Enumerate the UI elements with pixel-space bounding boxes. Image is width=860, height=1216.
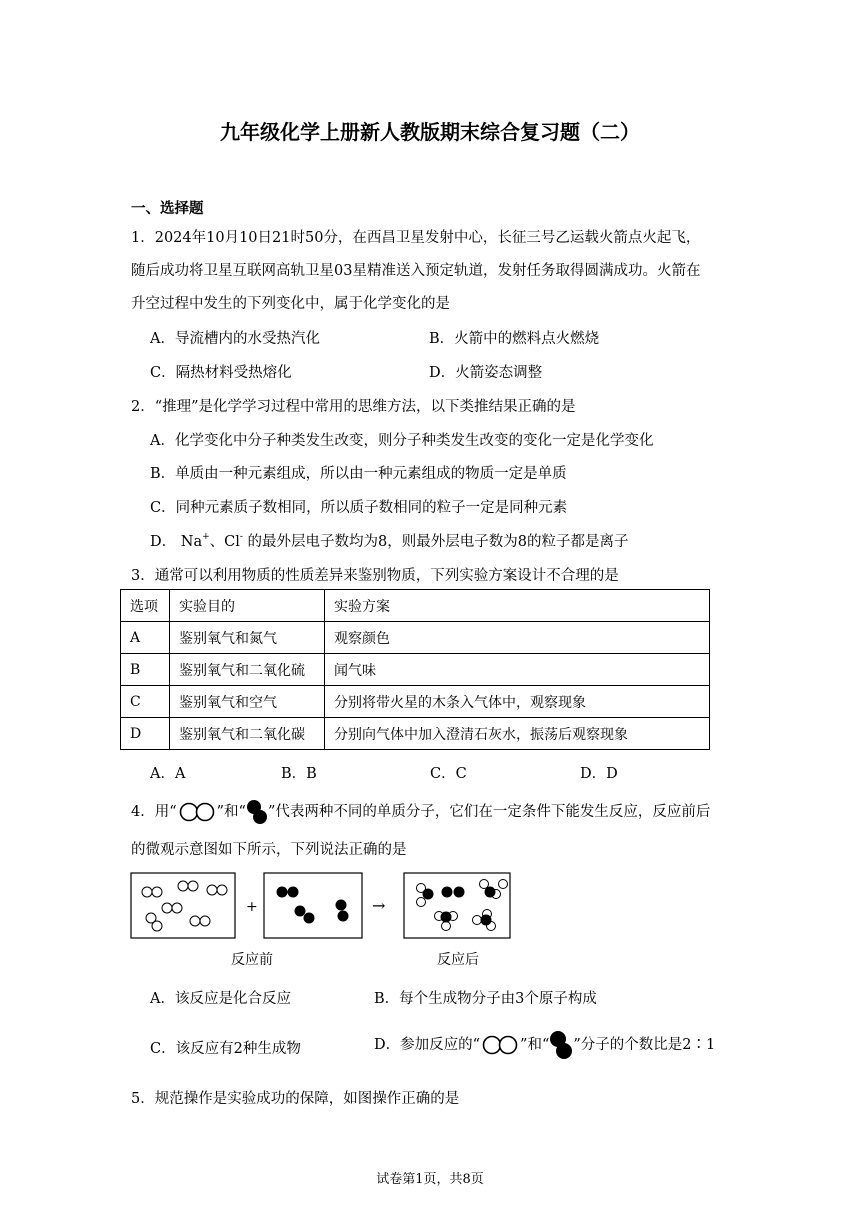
- table-cell: 鉴别氧气和空气: [170, 686, 325, 718]
- page-title: 九年级化学上册新人教版期末综合复习题（二）: [220, 120, 640, 144]
- table-header-row: [121, 590, 710, 622]
- table-header: 选项: [121, 590, 170, 622]
- q1-line3: 升空过程中发生的下列变化中，属于化学变化的是: [131, 296, 450, 312]
- white-molecule-icon: [480, 1034, 520, 1056]
- table-cell: C: [121, 686, 170, 718]
- q2-option-d: [150, 530, 628, 551]
- black-molecule-icon: [549, 1028, 573, 1062]
- q1-option-c: C．隔热材料受热熔化: [150, 365, 292, 381]
- label-before: 反应前: [231, 952, 273, 968]
- before-box-black: [264, 873, 362, 938]
- q3-option-d: D．D: [580, 766, 618, 782]
- q2-d-rest: 的最外层电子数均为8，则最外层电子数为8的粒子都是离子: [247, 534, 629, 550]
- q2-option-c: C．同种元素质子数相同，所以质子数相同的粒子一定是同种元素: [150, 500, 568, 516]
- q3-stem: 3．通常可以利用物质的性质差异来鉴别物质，下列实验方案设计不合理的是: [131, 568, 619, 584]
- q4-text-1: 4．用“: [131, 804, 177, 820]
- q4-d-text-2: ”和“: [520, 1037, 550, 1053]
- q2-stem: 2．“推理”是化学学习过程中常用的思维方法，以下类推结果正确的是: [131, 399, 576, 415]
- table-row: [121, 654, 710, 686]
- plus-sign: +: [246, 899, 258, 915]
- q3-option-c: C．C: [430, 766, 467, 782]
- black-molecule-icon: [246, 798, 268, 826]
- table-header: 实验目的: [170, 590, 325, 622]
- table-row: [121, 718, 710, 750]
- arrow-icon: →: [372, 896, 386, 915]
- q4-option-a: A．该反应是化合反应: [150, 991, 291, 1007]
- label-after: 反应后: [437, 952, 479, 968]
- q3-option-b: B．B: [281, 766, 317, 782]
- q1-option-b: B．火箭中的燃料点火燃烧: [429, 331, 600, 347]
- table-cell: 鉴别氧气和二氧化硫: [170, 654, 325, 686]
- table-row: [121, 622, 710, 654]
- q4-d-text-3: ”分子的个数比是2∶1: [573, 1037, 716, 1053]
- table-cell: B: [121, 654, 170, 686]
- q4-text-2: ”和“: [216, 804, 246, 820]
- q1-line1: 1．2024年10月10日21时50分，在西昌卫星发射中心，长征三号乙运载火箭点火起飞，: [131, 230, 701, 246]
- table-cell: 鉴别氧气和氮气: [170, 622, 325, 654]
- page-footer: 试卷第1页，共8页: [376, 1172, 484, 1187]
- q4-option-d: [374, 1028, 715, 1062]
- table-cell: 分别向气体中加入澄清石灰水，振荡后观察现象: [325, 718, 710, 750]
- q1-line2: 随后成功将卫星互联网高轨卫星03星精准送入预定轨道，发射任务取得圆满成功。火箭在: [131, 263, 701, 279]
- q2-d-prefix: D．: [150, 534, 177, 550]
- table-cell: 闻气味: [325, 654, 710, 686]
- q2-d-minus: -: [239, 532, 243, 542]
- section-heading: 一、选择题: [131, 200, 204, 217]
- q4-d-text-1: D．参加反应的“: [374, 1037, 481, 1053]
- table-cell: 鉴别氧气和二氧化碳: [170, 718, 325, 750]
- white-molecule-icon: [177, 801, 217, 823]
- q2-d-sep: 、Cl: [209, 534, 240, 550]
- q4-line2: 的微观示意图如下所示，下列说法正确的是: [131, 842, 407, 858]
- q2-option-b: B．单质由一种元素组成，所以由一种元素组成的物质一定是单质: [150, 466, 567, 482]
- q4-line1: [131, 798, 710, 826]
- q1-option-d: D．火箭姿态调整: [429, 365, 543, 381]
- table-cell: 分别将带火星的木条入气体中，观察现象: [325, 686, 710, 718]
- q2-d-na: Na: [180, 534, 203, 550]
- table-cell: 观察颜色: [325, 622, 710, 654]
- q1-option-a: A．导流槽内的水受热汽化: [150, 331, 320, 347]
- table-cell: D: [121, 718, 170, 750]
- q5-stem: 5．规范操作是实验成功的保障，如图操作正确的是: [131, 1091, 460, 1107]
- q3-option-a: A．A: [150, 766, 186, 782]
- table-header: 实验方案: [325, 590, 710, 622]
- table-row: [121, 686, 710, 718]
- table-cell: A: [121, 622, 170, 654]
- q2-d-plus: +: [202, 532, 210, 542]
- q3-table: [120, 589, 710, 750]
- q4-option-b: B．每个生成物分子由3个原子构成: [374, 991, 597, 1007]
- q4-option-c: C．该反应有2种生成物: [150, 1041, 301, 1057]
- q2-option-a: A．化学变化中分子种类发生改变，则分子种类发生改变的变化一定是化学变化: [150, 433, 654, 449]
- q4-text-3: ”代表两种不同的单质分子，它们在一定条件下能发生反应，反应前后: [267, 804, 711, 820]
- reaction-diagram: [128, 868, 518, 973]
